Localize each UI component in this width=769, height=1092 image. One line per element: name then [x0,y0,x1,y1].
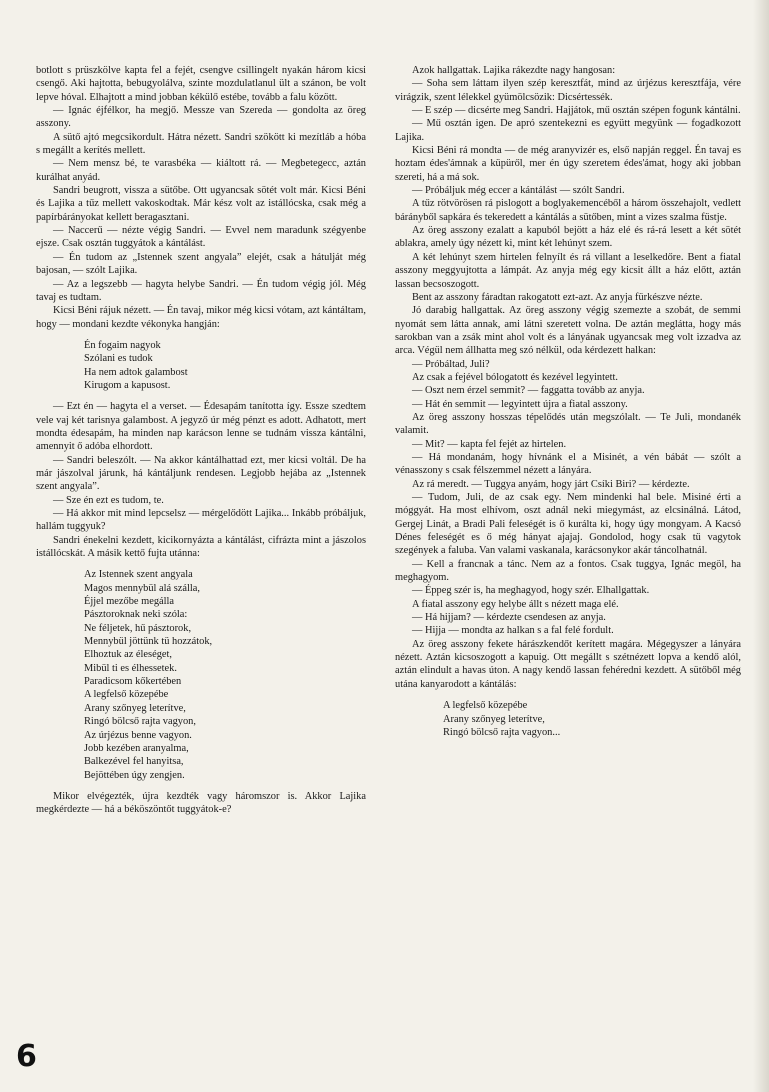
verse-line: Mibül ti es élhessetek. [84,662,177,674]
verse-line: Arany szőnyeg leterítve, [443,713,545,725]
verse-line: A legfelső közepébe [84,689,169,701]
paragraph: — Sze én ezt es tudom, te. [53,494,164,506]
paragraph: — Éppeg szér is, ha meghagyod, hogy szér. Elhallgattak. [412,585,650,597]
paragraph: — Oszt nem érzel semmit? — faggatta tovább az anyja. [412,385,645,397]
paragraph: — Az a legszebb — hagyta helybe Sandri. — Én tudom végig jól. Még tavaj es tudtam. [36,278,366,303]
verse-line: Ha nem adtok galambost [84,366,188,378]
paragraph: — Ezt én — hagyta el a verset. — Édesapám tanította így. Essze szedtem vele vaj két tarisnya galambost. A jegyző úr még pénzt es adott. Adhatott, mert mondta édesapám, ha minden nap karácson lenne se tudnám vissza kántálni, amennyit ő adóba elhordott. [36,401,366,453]
paragraph: — Naccerű — nézte végig Sandri. — Evvel nem maradunk szégyenbe ejsze. Csak osztán tuggyátok a kántálást. [36,225,366,250]
verse-line: Kirugom a kapusost. [84,379,171,391]
verse-line: Elhoztuk az éleséget, [84,649,172,661]
verse-line: Ringó bölcső rajta vagyon, [84,716,196,728]
verse-line: Én fogaim nagyok [84,339,161,351]
paragraph: — Próbáljuk még eccer a kántálást — szólt Sandri. [412,185,625,197]
verse-line: Az úrjézus benne vagyon. [84,729,192,741]
verse-line: Ne féljetek, hű pásztorok, [84,622,192,634]
paragraph: — Há akkor mit mind lepcselsz — mérgelődött Lajika... Inkább próbáljuk, hallám tuggyuk? [36,508,366,533]
paragraph: Jó darabig hallgattak. Az öreg asszony végig szemezte a szobát, de semmi nyomát sem látta annak, ami látni szeretett volna. De aztán meglátta, hogy más sarokban van a zsák mint ahol volt és a lányának ugyancsak meg volt izzadva az arca. Végül nem állhatta meg szó nélkül, oda kérdezett halkan: [395,305,741,357]
verse-line: Magos mennybül alá szálla, [84,582,200,594]
paragraph: Az rá meredt. — Tuggya anyám, hogy járt Csíki Biri? — kérdezte. [412,478,690,490]
paragraph: A két lehúnyt szem hirtelen felnyílt és rá villant a leselkedőre. Bent a fiatal asszony meggyujtotta a lámpát. Az anyja még egy kicsit állt a ház előtt, aztán lassan becsoszogott. [395,251,741,290]
paragraph: — Hijja — mondta az halkan s a fal felé fordult. [412,625,614,637]
paragraph: Mikor elvégezték, újra kezdték vagy háromszor is. Akkor Lajika megkérdezte — há a béköszöntőt tuggyátok-e? [36,790,366,816]
paragraph: — E szép — dicsérte meg Sandri. Hajjátok, mű osztán szépen fogunk kántálni. [412,105,741,117]
verse-line: Ringó bölcső rajta vagyon... [443,726,561,738]
verse-block [84,339,366,392]
paragraph: — Soha sem láttam ilyen szép keresztfát, mind az úrjézus keresztfája, vére virágzik, szent lélekkel gyümölcsözik: Dicsértessék. [395,78,741,103]
verse-line: Szólani es tudok [84,353,153,365]
paragraph: Bent az asszony fáradtan rakogatott ezt-azt. Az anyja fürkészve nézte. [412,291,703,303]
paragraph: — Tudom, Juli, de az csak egy. Nem mindenki hal bele. Misiné érti a móggyát. Ha most elhívom, oszt adnál neki miegymást, az elcsinálná. Látod, Gergej Linát, a Bradi Pali feleségét is ő kurálta ki, hogy úgy mongyam. A Kacsó Dénes feleségét es ő még hányat ajajaj. Gondolod, hogy csak tü vagytok szegények a faluba. Van valami vaskanala, karácsonykor akár táncolhatnál. [395,492,741,557]
verse-block [443,699,741,739]
verse-line: Jobb kezében aranyalma, [84,742,189,754]
paragraph: — Mit? — kapta fel fejét az hirtelen. [412,438,567,450]
paragraph: — Nem mensz bé, te varasbéka — kiáltott rá. — Megbetegecc, aztán kurálhat anyád. [36,158,366,183]
paragraph: Sandri énekelni kezdett, kicikornyázta a kántálást, cifrázta mint a jászolos istállócskát. A másik kettő fujta utánna: [36,534,366,560]
paragraph: — Sandri beleszólt. — Na akkor kántálhattad ezt, mer kicsi voltál. De ha már jászolval járunk, há kántáljunk rendesen. Legjobb hejába az „Istennek szent angyala”. [36,454,366,493]
paragraph: Kicsi Béni rájuk nézett. — Én tavaj, mikor még kicsi vótam, azt kántáltam, hogy — mondani kezdte vékonyka hangján: [36,305,366,330]
verse-line: Paradicsom kőkertében [84,676,182,688]
paragraph: Az öreg asszony ezalatt a kapuból bejött a ház elé és rá-rá lesett a két sötét ablakra, amely úgy nézett ki, mint két lehúnyt szem. [395,225,741,250]
paragraph: Azok hallgattak. Lajika rákezdte nagy hangosan: [412,65,616,76]
verse-line: Mennybül jöttünk tü hozzátok, [84,636,213,648]
paragraph: — Ignác éjfélkor, ha megjő. Messze van Szereda — gondolta az öreg asszony. [36,105,366,130]
paragraph: — Mű osztán igen. De apró szentekezni es együtt megyünk — fogadkozott Lajika. [395,118,741,143]
paragraph: botlott s prüszkölve kapta fel a fejét, csengve csillingelt nyakán három kicsi csengő. Aki hajtotta, bebugyolálva, szinte mozdulatlanul ült a szánon, be volt lepve hóval. Elhajtott a mind jobban kékülő estébe, tovább a falu között. [36,65,366,103]
paragraph: Az csak a fejével bólogatott és kezével legyintett. [412,371,618,383]
paragraph: — Próbáltad, Juli? [412,358,490,370]
paragraph: Az öreg asszony hosszas tépelődés után megszólalt. — Te Juli, mondanék valamit. [395,411,741,437]
paragraph: — Há hijjam? — kérdezte csendesen az anyja. [412,612,606,624]
verse-line: Bejöttében úgy zengjen. [84,769,185,781]
paragraph: Kicsi Béni rá mondta — de még aranyvizér es, első napján reggel. Én tavaj es hoztam édes'ámnak a küpüről, mer én úgy szeretem édes'ámat, hogy aki jobban szereti, há a má sok. [395,145,741,183]
page-edge-shadow [753,0,769,1092]
paragraph: Sandri beugrott, vissza a sütőbe. Ott ugyancsak sötét volt már. Kicsi Béni és Lajika a tűz mellett vakoskodtak. Már kész volt az istállócska, csak még a papírbárányokat kellett beragasztani. [36,185,366,223]
verse-line: Balkezével fel hanyitsa, [84,756,184,768]
verse-line: Az Istennek szent angyala [84,569,193,581]
verse-line: A legfelső közepébe [443,700,528,712]
paragraph: A tűz rötvörösen rá pislogott a boglyakemencéből a három összehajolt, vedlett bárányből sapkára és tekeredett a kántálás a sütőben, mint a vizes szalma füstje. [395,198,741,223]
verse-line: Éjjel mezőbe megálla [84,596,175,608]
verse-block [84,568,366,782]
paragraph: Az öreg asszony fekete hárászkendőt kerített magára. Mégegyszer a lányára nézett. Aztán kicsoszogott a kapuig. Ott megállt s szétnézett lopva a kendő alól, aztán elindult a havas úton. A nagy kendő lassan fehéredni kezdett. A sütőből még utána kanyarodott a kántálás: [395,638,741,690]
right-text-column [395,64,741,747]
paragraph: — Há mondanám, hogy hívnánk el a Misinét, a vén bábát — szólt a vénasszony s csak félszemmel nézett a lányára. [395,451,741,477]
page-number: 6 [16,1039,37,1074]
paragraph: — Én tudom az „Istennek szent angyala” elejét, csak a hátulját még bajosan, — szólt Lajika. [36,251,366,277]
paragraph: A sütő ajtó megcsikordult. Hátra nézett. Sandri szökött ki mezítláb a hóba s megállt a kerítés mellett. [36,131,366,157]
left-text-column [36,64,366,817]
paragraph: — Hát én semmit — legyintett újra a fiatal asszony. [412,398,628,410]
verse-line: Arany szőnyeg leterítve, [84,702,186,714]
verse-line: Pásztoroknak neki szóla: [84,609,188,621]
paragraph: A fiatal asszony egy helybe állt s nézett maga elé. [412,598,619,610]
paragraph: — Kell a francnak a tánc. Nem az a fontos. Csak tuggya, Ignác megöl, ha meghagyom. [395,558,741,584]
